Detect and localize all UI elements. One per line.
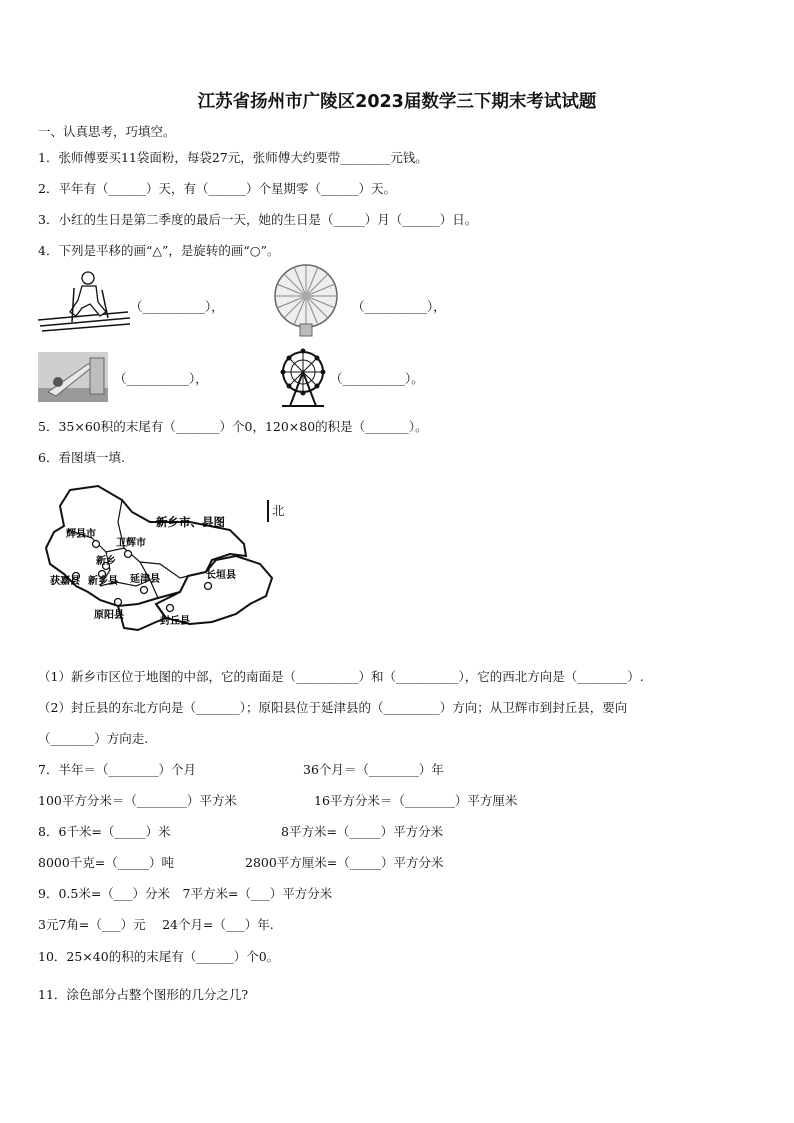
map-label-xinxiangxian: 新乡县 (88, 576, 118, 587)
north-label: 北 (272, 503, 285, 518)
question-7-row2-right: 16平方分米＝（________）平方厘米 (314, 793, 518, 808)
question-6: 6．看图填一填. (38, 450, 125, 465)
question-8-row2-right: 2800平方厘米=（_____）平方分米 (245, 855, 444, 870)
map-label-yuanyang: 原阳县 (94, 610, 124, 621)
q4-blank-2: （__________）， (352, 299, 446, 314)
fan-wheel-image (272, 264, 342, 338)
question-8-row2-left: 8000千克=（_____）吨 (38, 855, 175, 870)
question-10: 10．25×40的积的末尾有（______）个0。 (38, 949, 280, 964)
question-8-row1-right: 8平方米=（_____）平方分米 (281, 824, 444, 839)
map-label-huojia: 获嘉县 (50, 576, 80, 587)
question-6-1: （1）新乡市区位于地图的中部，它的南面是（__________）和（__________），它的西北方向是（________）. (38, 669, 644, 684)
north-arrow (267, 500, 269, 522)
map-label-changyuan: 长垣县 (206, 570, 236, 581)
ferris-wheel-image (278, 346, 328, 408)
xinxiang-map (40, 482, 280, 634)
question-8-row1-left: 8．6千米=（_____）米 (38, 824, 171, 839)
map-label-fengqiu: 封丘县 (160, 616, 190, 627)
question-1: 1．张师傅要买11袋面粉，每袋27元，张师傅大约要带________元钱。 (38, 150, 428, 165)
question-11: 11．涂色部分占整个图形的几分之几? (38, 987, 249, 1002)
q4-blank-4: （__________）。 (330, 371, 424, 386)
question-7-row1-right: 36个月＝（________）年 (303, 762, 444, 777)
slide-image (38, 352, 108, 402)
map-label-weihui: 卫辉市 (116, 538, 146, 549)
question-3: 3．小红的生日是第二季度的最后一天，她的生日是（_____）月（______）日。 (38, 212, 478, 227)
skier-image (36, 268, 132, 334)
question-6-2-part-b: （_______）方向走. (38, 731, 149, 746)
section-heading: 一、认真思考，巧填空。 (38, 124, 176, 139)
map-label-huixian: 辉县市 (66, 529, 96, 540)
page-title: 江苏省扬州市广陵区2023届数学三下期末考试试题 (197, 92, 597, 112)
question-9-row2: 3元7角=（___）元 24个月=（___）年. (38, 917, 274, 932)
question-9-row1: 9．0.5米=（___）分米 7平方米=（___）平方分米 (38, 886, 333, 901)
question-6-2-part-a: （2）封丘县的东北方向是（_______）；原阳县位于延津县的（_________）方向；从卫辉市到封丘县，要向 (38, 700, 628, 715)
map-label-xinxiang: 新乡 (96, 556, 116, 567)
q4-blank-1: （__________）， (130, 299, 224, 314)
question-7-row1-left: 7．半年＝（________）个月 (38, 762, 196, 777)
map-label-yanjin: 延津县 (130, 574, 160, 585)
question-4: 4．下列是平移的画“△”，是旋转的画“○”。 (38, 243, 280, 258)
question-7-row2-left: 100平方分米＝（________）平方米 (38, 793, 237, 808)
question-2: 2．平年有（______）天，有（______）个星期零（______）天。 (38, 181, 396, 196)
question-5: 5．35×60积的末尾有（_______）个0，120×80的积是（_______）。 (38, 419, 428, 434)
map-title: 新乡市、县图 (156, 515, 225, 529)
q4-blank-3: （__________）， (114, 371, 208, 386)
